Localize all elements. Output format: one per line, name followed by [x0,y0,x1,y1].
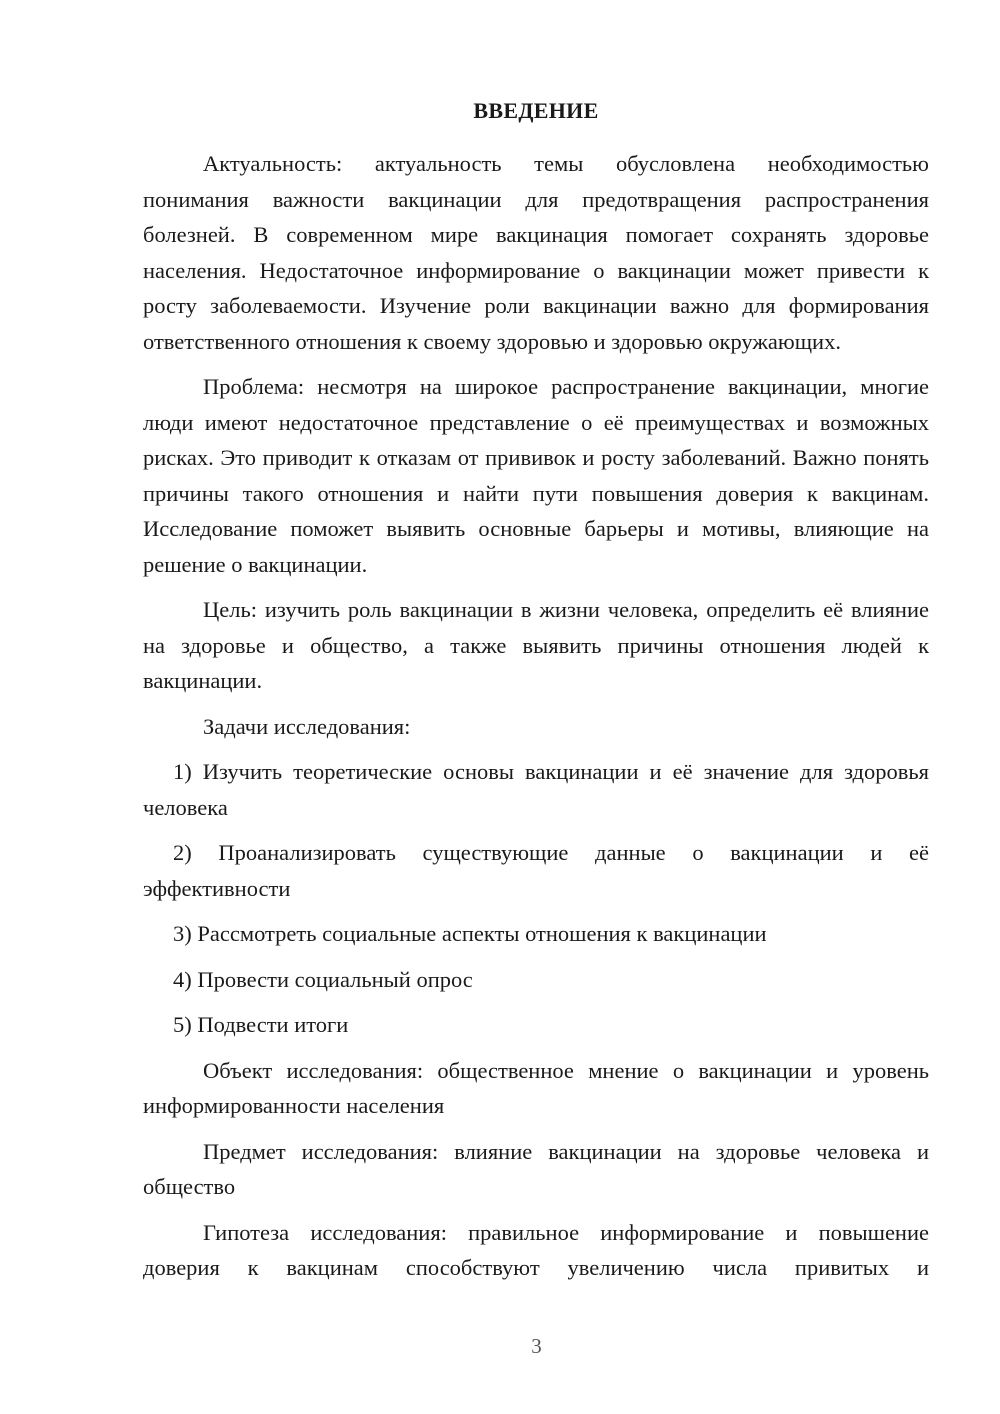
object-paragraph: Объект исследования: общественное мнение о вакцинации и уровень информированности населения [143,1057,929,1118]
relevance-paragraph: Актуальность: актуальность темы обусловлена необходимостью понимания важности вакцинации для предотвращения распространения болезней. В современном мире вакцинация помогает сохранять здоровье населения. Недостаточное информирование о вакцинации может привести к росту заболеваемости. Изучение роли вакцинации важно для формирования ответственного отношения к своему здоровью и здоровью окружающих. [143,151,929,354]
goal-paragraph: Цель: изучить роль вакцинации в жизни человека, определить её влияние на здоровье и общество, а также выявить причины отношения людей к вакцинации. [143,597,929,693]
task-item-5: 5) Подвести итоги [173,1012,349,1037]
task-item-4: 4) Провести социальный опрос [173,966,473,992]
problem-paragraph: Проблема: несмотря на широкое распространение вакцинации, многие люди имеют недостаточное представление о её преимуществах и возможных рисках. Это приводит к отказам от прививок и росту заболеваний. Важно понять причины такого отношения и найти пути повышения доверия к вакцинам. Исследование поможет выявить основные барьеры и мотивы, влияющие на решение о вакцинации. [143,374,929,577]
page-content [143,96,929,1296]
task-item-1: 1) Изучить теоретические основы вакцинации и её значение для здоровья человека [143,759,929,820]
page-number: 3 [531,1334,542,1358]
subject-paragraph: Предмет исследования: влияние вакцинации на здоровье человека и общество [143,1138,929,1199]
task-item-2: 2) Проанализировать существующие данные о вакцинации и её эффективности [143,840,929,901]
section-heading: ВВЕДЕНИЕ [473,98,599,123]
tasks-title: Задачи исследования: [203,713,411,739]
hypothesis-paragraph: Гипотеза исследования: правильное информирование и повышение доверия к вакцинам способствуют увеличению числа привитых и [143,1219,929,1280]
task-item-3: 3) Рассмотреть социальные аспекты отношения к вакцинации [173,921,767,946]
